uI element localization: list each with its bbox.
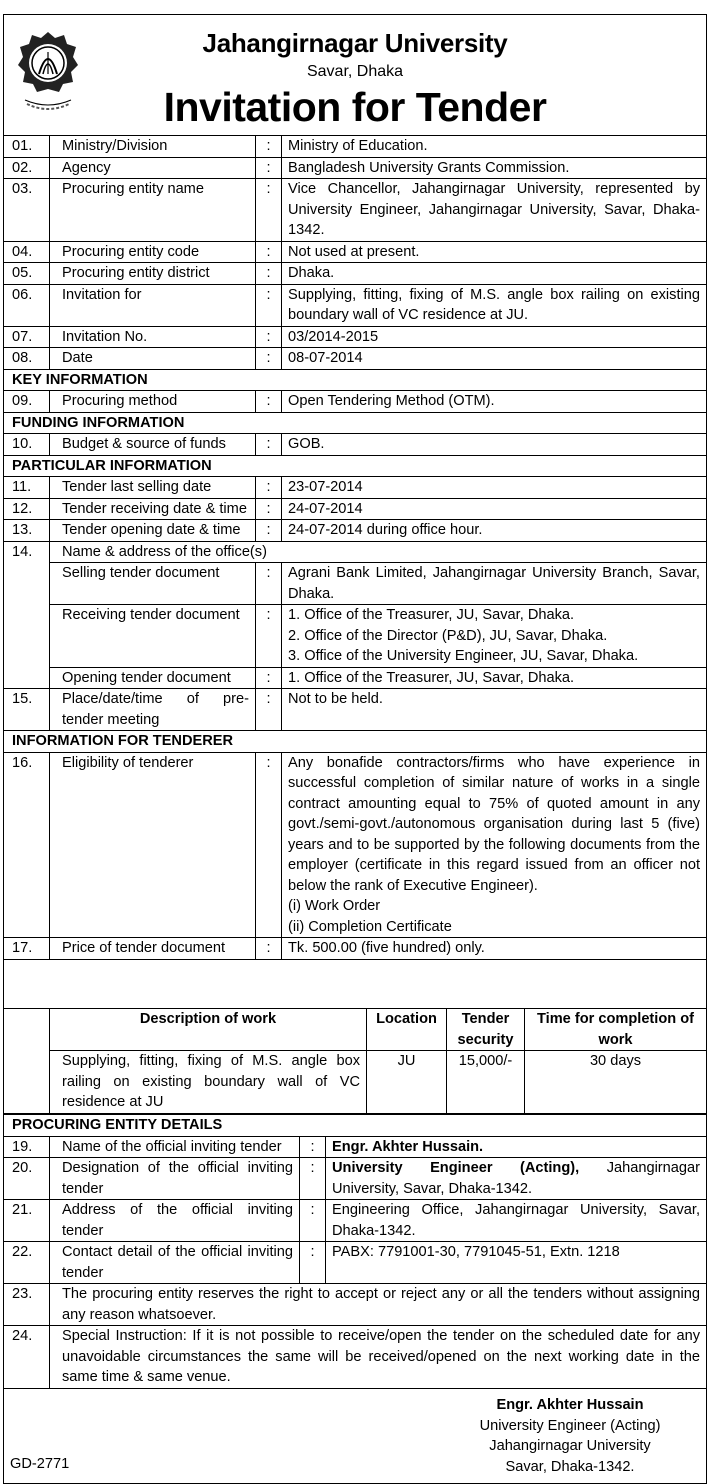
- table-row: 23. The procuring entity reserves the right to accept or reject any or all the tenders without assigning any reason whatsoever.: [4, 1284, 707, 1326]
- table-row: 20. Designation of the official inviting tender : University Engineer (Acting), Jahangirnagar University, Savar, Dhaka-1342.: [4, 1158, 707, 1200]
- table-row: 19. Name of the official inviting tender : Engr. Akhter Hussain.: [4, 1136, 707, 1158]
- gd-code: GD-2771: [10, 1456, 70, 1472]
- table-row: 09. Procuring method : Open Tendering Method (OTM).: [4, 391, 707, 413]
- table-row: 01. Ministry/Division : Ministry of Education.: [4, 136, 707, 158]
- signatory-designation: University Engineer (Acting): [479, 1417, 661, 1434]
- section-heading: PROCURING ENTITY DETAILS: [4, 1115, 707, 1137]
- table-row: 16. Eligibility of tenderer : Any bonafide contractors/firms who have experience in successful completion of similar nature of works in a single contract amounting equal to 75% of quoted amount in any govt./semi-govt./autonomous organisation during last 5 (five) years and to be supported by the following documents from the employer (certificate in this regard issued from an officer not below the rank of Executive Engineer). (i) Work Order (ii) Completion Certificate: [4, 752, 707, 938]
- table-row: 11. Tender last selling date : 23-07-2014: [4, 477, 707, 499]
- table-row: 22. Contact detail of the official inviting tender : PABX: 7791001-30, 7791045-51, Extn. 1218: [4, 1242, 707, 1284]
- table-row: Supplying, fitting, fixing of M.S. angle box railing on existing boundary wall of VC residence at JU JU 15,000/- 30 days: [4, 1051, 707, 1114]
- section-heading: FUNDING INFORMATION: [4, 412, 707, 434]
- table-row: 15. Place/date/time of pre-tender meeting : Not to be held.: [4, 689, 707, 731]
- page-title: Invitation for Tender: [163, 84, 547, 130]
- table-row: 12. Tender receiving date & time : 24-07-2014: [4, 498, 707, 520]
- table-row: 24. Special Instruction: If it is not possible to receive/open the tender on the scheduled date for any unavoidable circumstances the same will be received/opened on the next working date in the same time & same venue.: [4, 1326, 707, 1389]
- table-row: 05. Procuring entity district : Dhaka.: [4, 263, 707, 285]
- table-row: 03. Procuring entity name : Vice Chancellor, Jahangirnagar University, represented by University Engineer, Jahangirnagar University, Savar, Dhaka-1342.: [4, 179, 707, 242]
- table-row: 07. Invitation No. : 03/2014-2015: [4, 326, 707, 348]
- signatory-name: Engr. Akhter Hussain: [496, 1397, 644, 1413]
- work-table: [3, 1008, 707, 1114]
- signature-block: [440, 1395, 700, 1477]
- table-row: Selling tender document : Agrani Bank Limited, Jahangirnagar University Branch, Savar, Dhaka.: [4, 563, 707, 605]
- section-heading: KEY INFORMATION: [4, 369, 707, 391]
- signatory-place: Savar, Dhaka-1342.: [505, 1458, 635, 1475]
- table-row: 21. Address of the official inviting tender : Engineering Office, Jahangirnagar University, Savar, Dhaka-1342.: [4, 1200, 707, 1242]
- table-row: 06. Invitation for : Supplying, fitting, fixing of M.S. angle box railing on existing boundary wall of VC residence at JU.: [4, 284, 707, 326]
- table-header-row: Description of work Location Tender security Time for completion of work: [4, 1009, 707, 1051]
- university-address: Savar, Dhaka: [306, 63, 404, 80]
- table-row: Receiving tender document : 1. Office of the Treasurer, JU, Savar, Dhaka. 2. Office of the Director (P&D), JU, Savar, Dhaka. 3. Office of the University Engineer, JU, Savar, Dhaka.: [4, 605, 707, 668]
- section-heading: INFORMATION FOR TENDERER: [4, 731, 707, 753]
- table-row: 17. Price of tender document : Tk. 500.00 (five hundred) only.: [4, 938, 707, 960]
- procuring-table: [3, 1114, 707, 1389]
- table-row: 02. Agency : Bangladesh University Grants Commission.: [4, 157, 707, 179]
- table-row: 10. Budget & source of funds : GOB.: [4, 434, 707, 456]
- table-row: 13. Tender opening date & time : 24-07-2014 during office hour.: [4, 520, 707, 542]
- university-name: Jahangirnagar University: [202, 28, 508, 58]
- tender-table: [3, 135, 707, 960]
- section-heading: PARTICULAR INFORMATION: [4, 455, 707, 477]
- table-row: 14. Name & address of the office(s): [4, 541, 707, 563]
- table-row: 08. Date : 08-07-2014: [4, 348, 707, 370]
- signatory-org: Jahangirnagar University: [489, 1438, 651, 1454]
- table-row: Opening tender document : 1. Office of the Treasurer, JU, Savar, Dhaka.: [4, 667, 707, 689]
- table-row: 04. Procuring entity code : Not used at present.: [4, 241, 707, 263]
- header: [3, 14, 707, 134]
